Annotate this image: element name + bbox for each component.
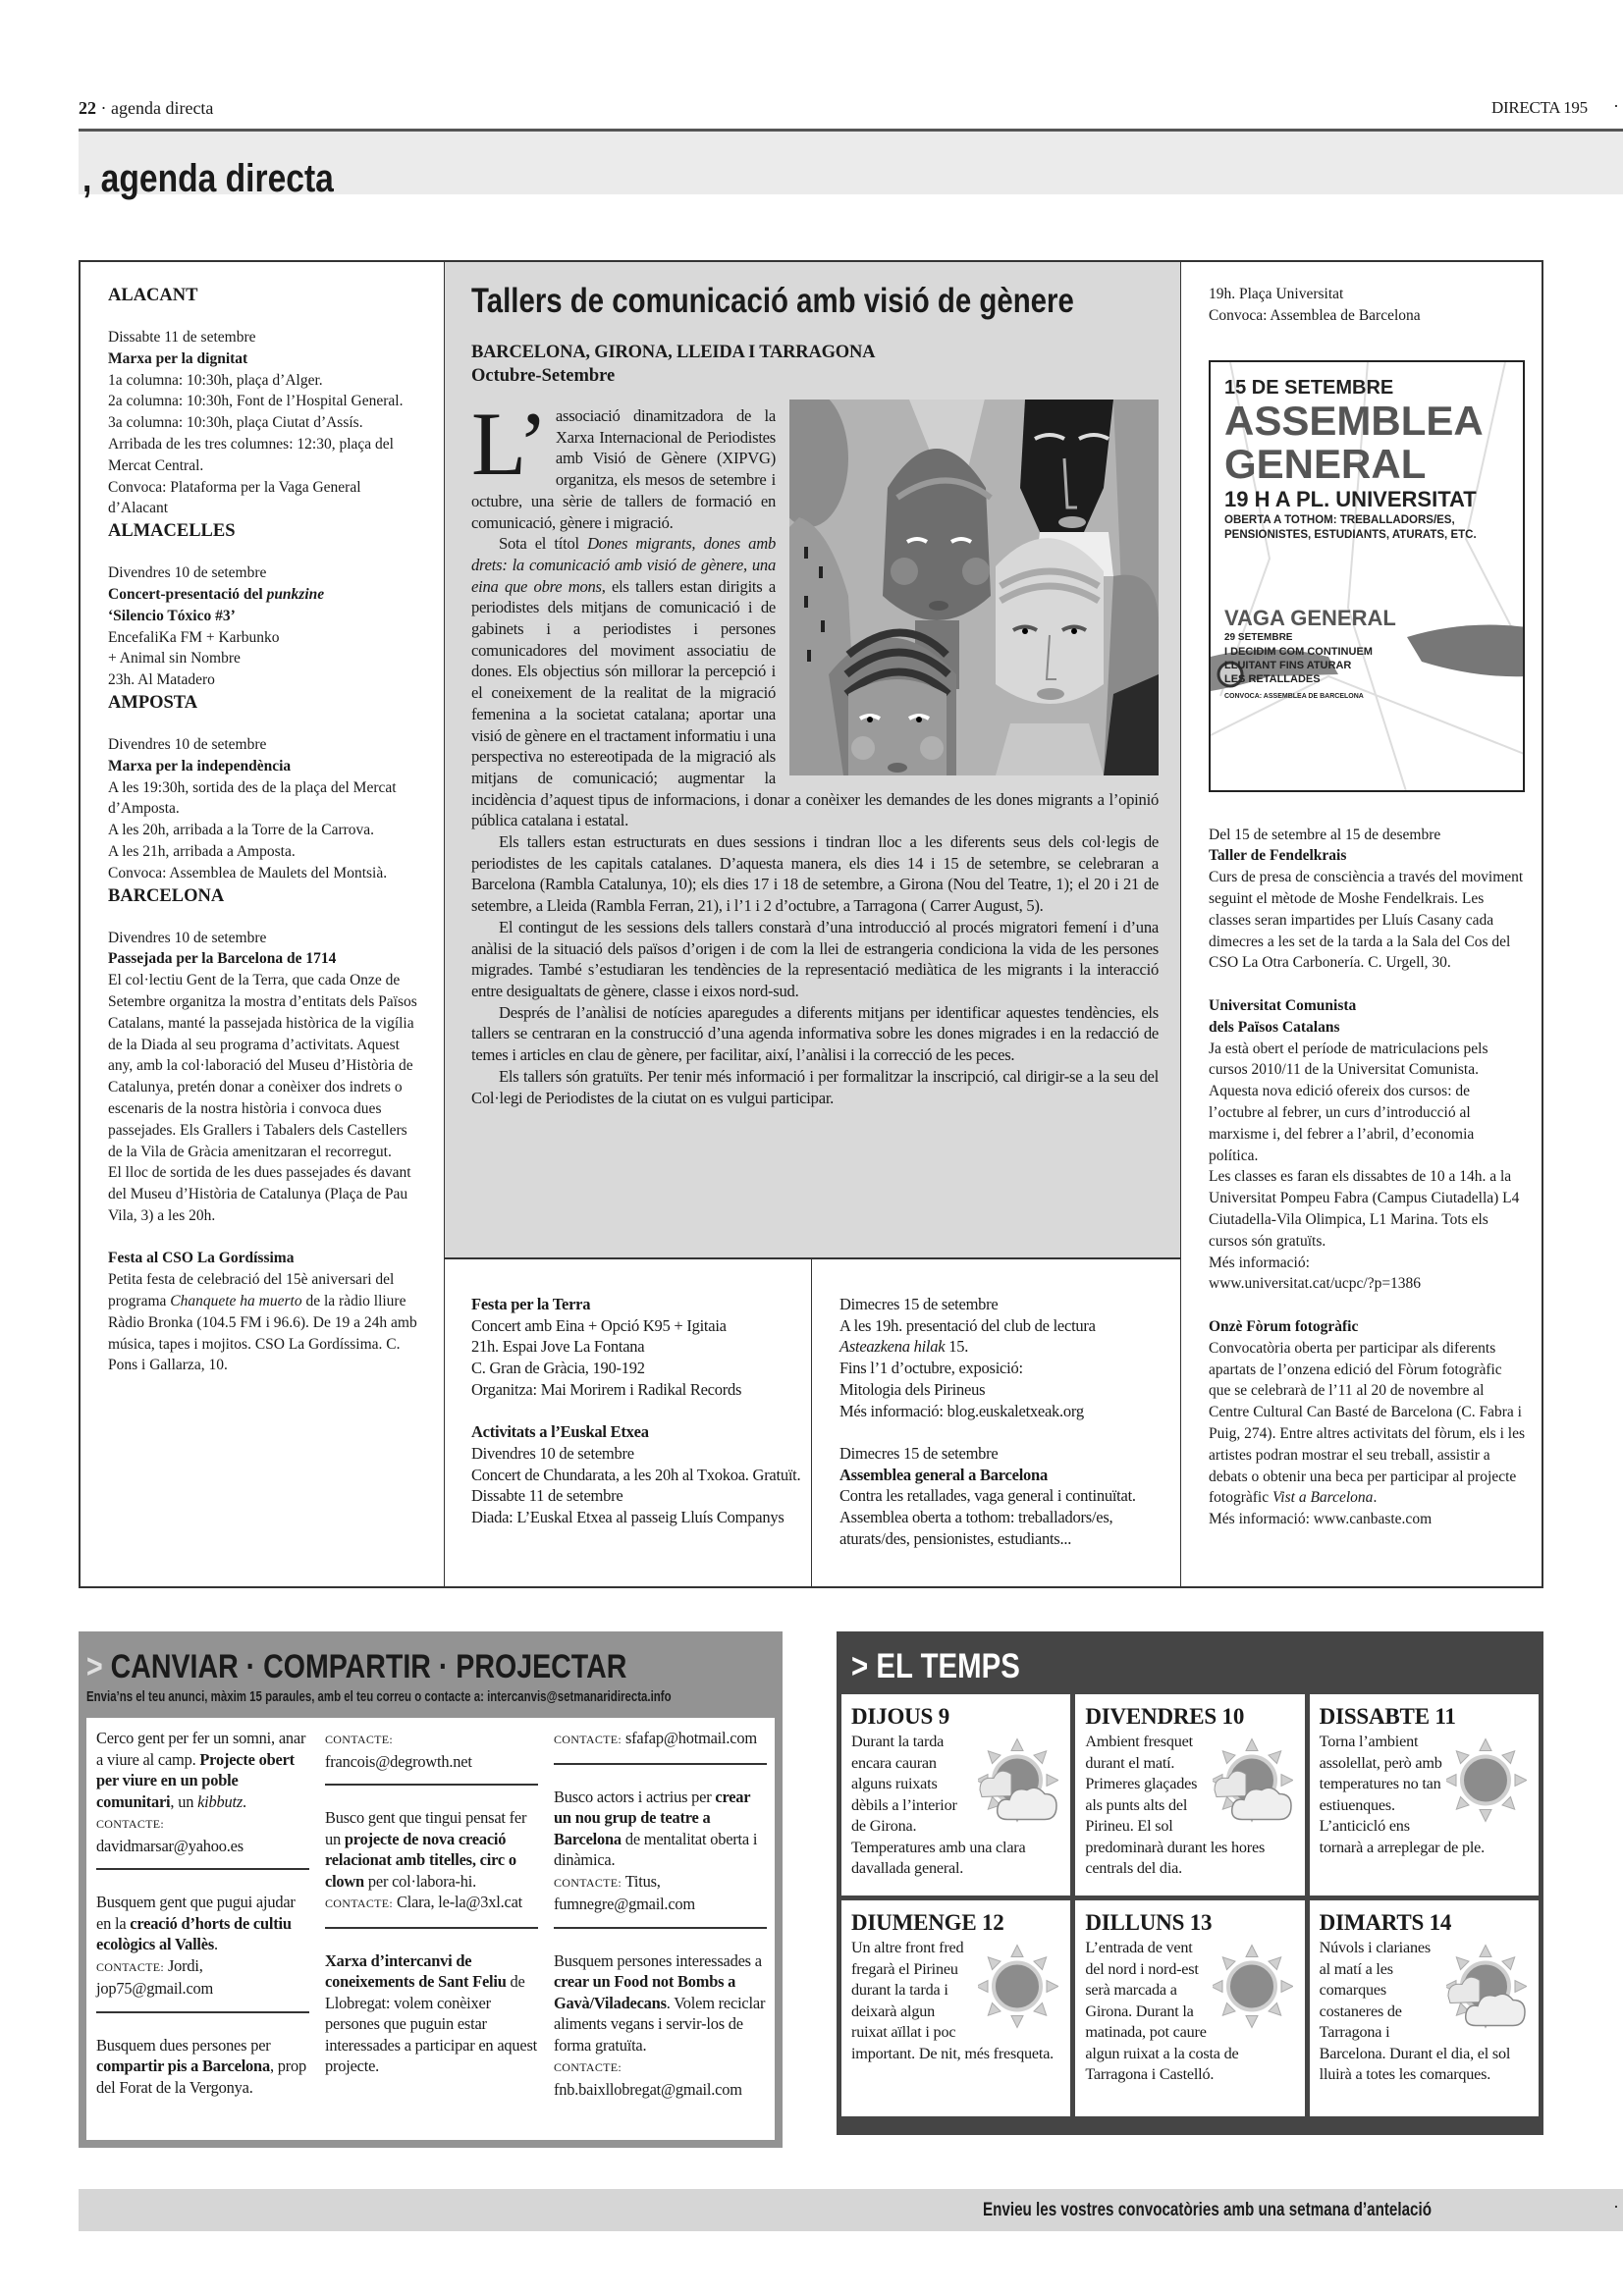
text-run: dels Països Catalans bbox=[1209, 1018, 1340, 1036]
chevron-right-icon: > bbox=[851, 1647, 869, 1686]
city-heading: BARCELONA bbox=[108, 885, 225, 906]
contact-value[interactable]: Clara, le-la@3xl.cat bbox=[396, 1893, 523, 1912]
entry-line bbox=[471, 1465, 801, 1486]
text-run: punkzine bbox=[266, 585, 325, 603]
text-run: Més informació: blog.euskaletxeak.org bbox=[839, 1401, 1084, 1420]
ad-contact bbox=[96, 1812, 309, 1856]
text-run: , un bbox=[170, 1791, 198, 1811]
section-title bbox=[82, 157, 382, 200]
entry-line bbox=[108, 777, 424, 821]
text-run: Passejada per la Barcelona de 1714 bbox=[108, 950, 337, 968]
text-run: Curs de presa de consciència a través del moviment seguint el mètode de Moshe Fendelkrais. Les classes seran impartides per Lluís Casany cada dimecres a les set de la tarda a la Sala del Cos del CSO La Otra Carbonería. C. Urgell, 30. bbox=[1209, 869, 1524, 972]
city-heading: ALACANT bbox=[108, 286, 198, 305]
agenda-frame bbox=[79, 260, 1543, 1588]
text-run: 15. bbox=[945, 1337, 969, 1357]
classified-ad bbox=[554, 1950, 767, 2112]
classified-ad bbox=[325, 1807, 538, 1929]
text-run: Assemblea general a Barcelona bbox=[839, 1465, 1048, 1484]
agenda-right-column bbox=[1180, 262, 1543, 1586]
illustration-women-faces bbox=[789, 400, 1159, 775]
text-run: Més informació: bbox=[1209, 1254, 1310, 1271]
text-run: Onzè Fòrum fotogràfic bbox=[1209, 1317, 1359, 1335]
classified-ad bbox=[96, 1892, 309, 2013]
footer-band bbox=[79, 2189, 1623, 2231]
feature-headline-text: Tallers de comunicació amb visió de gènere bbox=[471, 282, 1074, 320]
agenda-entry bbox=[1209, 1316, 1526, 1530]
text-run: Dissabte 11 de setembre bbox=[108, 329, 256, 346]
city-heading: ALMACELLES bbox=[108, 521, 236, 542]
text-run: per col·labora-hi. bbox=[363, 1871, 477, 1891]
text-run: projecte de nova creació relacionat amb titelles, circ o clown bbox=[325, 1829, 516, 1891]
text-run: , els tallers estan dirigits a periodistes dels mitjans de comunicació i de gabinets i a periodistes i persones comunicadores del moviment associatiu de dones. Els objectius són millorar la percepció i el coneixement de la realitat de la migració femenina a la societat catalana; aportar una visió de gènere en el tractament informatiu i una perspectiva no estereotipada de la migració als mitjans de comunicació; augmentar la incidència d’aquest tipus de informacions, i donar a conèixer les demandes de les dones migrants a l’opinió pública catalana i estatal. bbox=[471, 576, 1159, 830]
text-run: Concert amb Eina + Opció K95 + Igitaia bbox=[471, 1315, 727, 1335]
sunny-weather-icon bbox=[1213, 1940, 1293, 2038]
text-run: Del 15 de setembre al 15 de desembre bbox=[1209, 826, 1441, 843]
contact-label: CONTACTE: bbox=[554, 1733, 622, 1747]
text-run: El col·lectiu Gent de la Terra, que cada Onze de Setembre organitza la mostra d’entitats dels Països Catalans, manté la passejada històrica de la vigília de la Diada al seu programa d’activitats. Aquest any, amb la col·laboració del Museu d’Història de Catalunya, pretén donar a conèixer dos indrets o escenaris de la nostra història i convoca dues passejades. Els Grallers i Tabalers dels Castellers de la Vila de Gràcia amenitzaran el recorregut. bbox=[108, 972, 417, 1160]
section-name: · agenda directa bbox=[96, 98, 214, 118]
classifieds-subtitle-text: Envia’ns el teu anunci, màxim 15 paraules, amb el teu correu o contacte a: intercanvis@setmanaridirecta.info bbox=[86, 1689, 672, 1706]
weather-day-title: DIUMENGE 12 bbox=[851, 1910, 1004, 1936]
text-run: Asteazkena hilak bbox=[839, 1337, 946, 1357]
poster-open-line2: PENSIONISTES, ESTUDIANTS, ATURATS, ETC. bbox=[1224, 528, 1477, 541]
entry-line bbox=[108, 412, 424, 434]
contact-value[interactable]: Titus, fumnegre@gmail.com bbox=[554, 1871, 695, 1914]
agenda-entry bbox=[1209, 284, 1526, 327]
entry-line bbox=[108, 1162, 424, 1226]
entry-line bbox=[1209, 1039, 1526, 1167]
ad-text bbox=[96, 1728, 309, 1812]
text-run: Projecte obert per viure en un poble comunitari bbox=[96, 1749, 295, 1811]
text-run: Convocatòria oberta per participar als diferents apartats de l’onzena edició del Fòrum fotogràfic que se celebrarà de l’11 al 20 de novembre al Centre Cultural Can Basté de Barcelona (C. Fabra i Puig, 274). Entre altres activitats del fòrum, els i les artistes podran mostrar el seu treball, assistir a debats o obtenir una beca per participar al projecte fotogràfic bbox=[1209, 1339, 1525, 1507]
entry-line bbox=[1209, 845, 1526, 867]
text-run: Després de l’anàlisi de notícies aparegudes a diferents mitjans per identificar aquestes tendències, els tallers se centraran en la construcció d’una agenda informativa sobre les dones migrades i en la redacció de temes i articles en clau de gènere, per facilitar, així, l’anàlisi i la correcció de les peces. bbox=[471, 1002, 1159, 1065]
text-run: Divendres 10 de setembre bbox=[108, 735, 267, 753]
weather-day-card bbox=[1075, 1694, 1304, 1896]
feature-paragraph bbox=[471, 1002, 1159, 1066]
ad-contact bbox=[325, 1728, 538, 1772]
text-run: 19h. Plaça Universitat bbox=[1209, 286, 1344, 302]
entry-line bbox=[471, 1443, 801, 1465]
text-run: de la ràdio lliure Ràdio Bronka (104.5 FM i 96.6). De 19 a 24h amb música, tapes i mojitos. CSO La Gordíssima. C. Pons i Gallarza, 10. bbox=[108, 1293, 417, 1374]
agenda-entry bbox=[108, 928, 424, 1227]
text-run: Busco actors i actrius per bbox=[554, 1787, 716, 1806]
text-run: Ja està obert el període de matriculacions pels cursos 2010/11 de la Universitat Comunista. Aquesta nova edició ofereix dos cursos: de l’octubre al febrer, un curs d’introducció al marxisme i, del febrer a l’abril, d’economia política. bbox=[1209, 1040, 1488, 1164]
classified-ad bbox=[554, 1787, 767, 1929]
partly-cloudy-weather-icon bbox=[1446, 1940, 1527, 2038]
city-section bbox=[108, 519, 424, 691]
sunny-weather-icon bbox=[978, 1940, 1058, 2038]
weather-day-card bbox=[1310, 1900, 1539, 2116]
ad-contact bbox=[325, 1892, 538, 1915]
text-run: Els tallers són gratuïts. Per tenir més informació i per formalitzar la inscripció, cal dirigir-se a la seu del Col·legi de Periodistes de la ciutat on es vulgui participar. bbox=[471, 1066, 1159, 1107]
text-run: Divendres 10 de setembre bbox=[471, 1444, 634, 1464]
agenda-entry bbox=[108, 562, 424, 691]
text-run: ‘Silencio Tóxico #3’ bbox=[108, 607, 236, 624]
weather-day-card bbox=[841, 1900, 1070, 2116]
entry-line bbox=[108, 820, 424, 841]
weather-forecast-grid bbox=[841, 1694, 1539, 2116]
entry-line bbox=[1209, 1509, 1526, 1530]
text-run: associació dinamitzadora de la Xarxa Internacional de Periodistes amb Visió de Gènere (XIPVG) organitza, els mesos de setembre i octubre, una sèrie de tallers de formació en comunicació, gènere i migració. bbox=[471, 406, 776, 532]
agenda-entry bbox=[471, 1294, 801, 1401]
entry-line bbox=[1209, 305, 1526, 327]
text-run: de mentalitat oberta i dinàmica. bbox=[554, 1829, 758, 1870]
entry-line bbox=[839, 1358, 1170, 1379]
text-run: El lloc de sortida de les dues passejades és davant del Museu d’Història de Catalunya (Plaça de Pau Vila, 3) a les 20h. bbox=[108, 1164, 411, 1224]
agenda-left-column bbox=[81, 262, 445, 1586]
text-run: 1a columna: 10:30h, plaça d’Alger. bbox=[108, 371, 323, 389]
text-run: Divendres 10 de setembre bbox=[108, 564, 267, 582]
entry-line bbox=[108, 327, 424, 348]
contact-value[interactable]: sfafap@hotmail.com bbox=[624, 1729, 757, 1748]
entry-line bbox=[108, 756, 424, 777]
entry-line bbox=[839, 1294, 1170, 1315]
running-header bbox=[79, 98, 213, 119]
entry-line bbox=[1209, 284, 1526, 305]
poster-title-line1: ASSEMBLEA bbox=[1224, 397, 1484, 444]
entry-line bbox=[108, 1248, 424, 1269]
agenda-middle-bottom-right bbox=[812, 1259, 1180, 1586]
text-run: Xarxa d’intercanvi de coneixements de Sant Feliu bbox=[325, 1950, 507, 1992]
weather-day-card bbox=[1310, 1694, 1539, 1896]
classifieds-list bbox=[86, 1718, 775, 2140]
poster-slogan-2: LLUITANT FINS ATURAR bbox=[1224, 659, 1352, 671]
entry-line bbox=[471, 1507, 801, 1528]
page-edge-mark: · bbox=[1613, 2197, 1619, 2217]
text-run: 3a columna: 10:30h, plaça Ciutat d’Assís. bbox=[108, 414, 363, 432]
entry-line bbox=[471, 1421, 801, 1443]
chevron-right-icon: > bbox=[86, 1648, 103, 1686]
text-run: crear un Food not Bombs a Gavà/Viladecans bbox=[554, 1972, 736, 2012]
weather-forecast-text: L’entrada de vent del nord i nord-est serà marcada a Girona. Durant la matinada, pot caure algun ruixat a la costa de Tarragona i Castelló. bbox=[1085, 1939, 1239, 2084]
contact-value[interactable]: fnb.baixllobregat@gmail.com bbox=[554, 2079, 742, 2099]
agenda-middle-column bbox=[445, 262, 1180, 1586]
footer-notice bbox=[983, 2199, 1543, 2222]
entry-line bbox=[108, 348, 424, 370]
entry-line bbox=[108, 584, 424, 606]
classifieds-subtitle bbox=[86, 1688, 775, 1708]
poster-strike-date: 29 SETEMBRE bbox=[1224, 631, 1293, 643]
entry-line bbox=[108, 370, 424, 392]
text-run: A les 19:30h, sortida des de la plaça del Mercat d’Amposta. bbox=[108, 778, 397, 818]
feature-article bbox=[445, 262, 1180, 1259]
text-run: Vist a Barcelona bbox=[1271, 1489, 1374, 1507]
entry-line bbox=[108, 948, 424, 970]
weather-forecast-text: Durant la tarda encara cauran alguns ruixats dèbils a l’interior de Girona. Temperatures amb una clara davallada general. bbox=[851, 1733, 1026, 1878]
right-column-entries bbox=[1209, 825, 1526, 1530]
entry-line bbox=[1209, 1316, 1526, 1338]
contact-label: CONTACTE: bbox=[96, 1959, 165, 1974]
agenda-entry bbox=[108, 327, 424, 519]
ad-contact bbox=[554, 1728, 767, 1751]
entry-line bbox=[839, 1401, 1170, 1422]
entry-line bbox=[108, 970, 424, 1162]
entry-line bbox=[839, 1336, 1170, 1358]
text-run: www.universitat.cat/ucpc/?p=1386 bbox=[1209, 1275, 1422, 1293]
contact-value[interactable]: Jordi, jop75@gmail.com bbox=[96, 1955, 214, 1999]
entry-line bbox=[1209, 867, 1526, 974]
agenda-middle-bottom-left bbox=[445, 1259, 812, 1586]
text-run: Petita festa de celebració del 15è aniversari del programa bbox=[108, 1271, 395, 1310]
text-run: Cerco gent per fer un somni, anar a viure al camp. bbox=[96, 1729, 306, 1769]
feature-headline bbox=[471, 280, 1159, 323]
ad-text bbox=[554, 1787, 767, 1871]
text-run: Festa al CSO La Gordíssima bbox=[108, 1250, 295, 1267]
agenda-entry bbox=[471, 1421, 801, 1528]
entry-line bbox=[839, 1379, 1170, 1401]
entry-line bbox=[1209, 1017, 1526, 1039]
city-heading: AMPOSTA bbox=[108, 692, 198, 713]
entry-line bbox=[471, 1485, 801, 1507]
text-run: Sota el títol bbox=[499, 534, 588, 554]
weather-day-card bbox=[841, 1694, 1070, 1896]
classifieds-box bbox=[79, 1631, 783, 2148]
text-run: Diada: L’Euskal Etxea al passeig Lluís Companys bbox=[471, 1508, 784, 1527]
weather-forecast-text: Núvols i clarianes al matí a les comarques costaneres de Tarragona i Barcelona. Durant el dia, el sol lluirà a totes les comarques. bbox=[1319, 1939, 1511, 2084]
weather-day-title: DIVENDRES 10 bbox=[1085, 1704, 1245, 1730]
text-run: Universitat Comunista bbox=[1209, 996, 1357, 1014]
ad-text bbox=[554, 1950, 767, 2056]
entry-line bbox=[108, 627, 424, 649]
text-run: Marxa per la independència bbox=[108, 757, 292, 774]
text-run: Busquem persones interessades a bbox=[554, 1950, 762, 1970]
text-run: kibbutz bbox=[197, 1791, 243, 1811]
text-run: Arribada de les tres columnes: 12:30, plaça del Mercat Central. bbox=[108, 435, 394, 474]
text-run: 2a columna: 10:30h, Font de l’Hospital General. bbox=[108, 393, 404, 410]
text-run: crear un nou grup de teatre a Barcelona bbox=[554, 1787, 751, 1848]
section-title-text: , agenda directa bbox=[82, 157, 334, 200]
text-run: A les 19h. presentació del club de lectura bbox=[839, 1315, 1096, 1335]
text-run: Busco gent que tingui pensat fer un bbox=[325, 1808, 527, 1848]
weather-day-title: DIMARTS 14 bbox=[1319, 1910, 1452, 1936]
entry-line bbox=[108, 391, 424, 412]
entry-line bbox=[108, 669, 424, 691]
text-run: Concert-presentació del bbox=[108, 585, 267, 603]
contact-label: CONTACTE: bbox=[96, 1817, 165, 1832]
poster-open-line1: OBERTA A TOTHOM: TREBALLADORS/ES, bbox=[1224, 513, 1455, 526]
text-run: Els tallers estan estructurats en dues sessions i tindran lloc a les diferents seus dels col·legis de periodistes de les capitals catalanes. D’aquesta manera, els dies 14 i 15 de setembre, se celebraran a Barcelona (Rambla Catalunya, 10); els dies 17 i 18 de setembre, a Girona (Nou del Teatre, 1); el 20 i 21 de setembre, a Lleida (Rambla Ferran, 21), i l’1 i 2 d’octubre, a Tarragona ( Carrer August, 5). bbox=[471, 832, 1159, 916]
entry-line bbox=[471, 1294, 801, 1315]
entry-line bbox=[839, 1485, 1170, 1549]
weather-title-text: EL TEMPS bbox=[876, 1647, 1020, 1686]
text-run: Festa per la Terra bbox=[471, 1295, 591, 1313]
entry-line bbox=[471, 1358, 801, 1379]
weather-box bbox=[837, 1631, 1543, 2135]
entry-line bbox=[108, 562, 424, 584]
ad-text bbox=[325, 1950, 538, 2077]
agenda-entry bbox=[1209, 825, 1526, 975]
text-run: Marxa per la dignitat bbox=[108, 349, 248, 367]
poster-organizer: CONVOCA: ASSEMBLEA DE BARCELONA bbox=[1224, 692, 1364, 700]
weather-day-title: DISSABTE 11 bbox=[1319, 1704, 1456, 1730]
text-run: Convoca: Assemblea de Maulets del Montsià. bbox=[108, 864, 388, 881]
entry-line bbox=[108, 734, 424, 756]
text-run: Dones migrants, dones amb drets: la comunicació amb visió de gènere, una eina que obre mons bbox=[471, 534, 776, 596]
text-run: Busquem dues persones per bbox=[96, 2035, 271, 2055]
text-run: Dissabte 11 de setembre bbox=[471, 1486, 623, 1506]
text-run: EncefaliKa FM + Karbunko bbox=[108, 628, 280, 646]
weather-day-title: DIJOUS 9 bbox=[851, 1704, 950, 1730]
text-run: Convoca: Assemblea de Barcelona bbox=[1209, 306, 1421, 324]
page-body bbox=[79, 260, 1623, 2231]
text-run: . bbox=[214, 1935, 218, 1954]
partly-cloudy-weather-icon bbox=[1213, 1734, 1293, 1832]
entry-line bbox=[839, 1443, 1170, 1465]
poster-strike: VAGA GENERAL bbox=[1224, 605, 1396, 630]
ad-contact bbox=[554, 2056, 767, 2100]
poster-lettering bbox=[1224, 376, 1513, 701]
text-run: , prop del Forat de la Vergonya. bbox=[96, 2056, 307, 2097]
ad-text bbox=[325, 1807, 538, 1892]
page-number: 22 bbox=[79, 98, 96, 118]
entry-line bbox=[471, 1336, 801, 1358]
text-run: Mitologia dels Pirineus bbox=[839, 1379, 986, 1399]
entry-line bbox=[108, 606, 424, 627]
classifieds-title bbox=[86, 1645, 775, 1688]
poster-slogan-1: I DECIDIM COM CONTINUEM bbox=[1224, 645, 1373, 658]
city-section bbox=[108, 284, 424, 519]
text-run: El contingut de les sessions dels tallers constarà d’una introducció al procés migratori femení i d’una anàlisi de la situació dels països d’origen i de com la llei de estrangeria condiciona la vida de les persones migrades. També s’estudiaran les tendències de la representació mediàtica de les migrants i la interacció entre desigualtats de gènere, classe i eixos nord-sud. bbox=[471, 917, 1159, 1000]
agenda-entry bbox=[1209, 995, 1526, 1295]
city-section bbox=[108, 884, 424, 1377]
weather-forecast-text: Un altre front fred fregarà el Pirineu durant la tarda i deixarà algun ruixat aïllat i poc important. De nit, més fresqueta. bbox=[851, 1939, 1055, 2062]
entry-line bbox=[1209, 825, 1526, 846]
text-run: Chanquete ha muerto bbox=[170, 1293, 302, 1310]
agenda-middle-bottom bbox=[445, 1259, 1180, 1586]
text-run: Divendres 10 de setembre bbox=[108, 929, 267, 946]
weather-day-title: DILLUNS 13 bbox=[1085, 1910, 1213, 1936]
weather-day-card bbox=[1075, 1900, 1304, 2116]
text-run: 23h. Al Matadero bbox=[108, 671, 215, 689]
text-run: C. Gran de Gràcia, 190-192 bbox=[471, 1359, 645, 1378]
feature-dates: Octubre-Setembre bbox=[471, 366, 616, 386]
text-run: creació d’horts de cultiu ecològics al Vallès bbox=[96, 1913, 292, 1954]
text-run: Busquem gent que pugui ajudar en la bbox=[96, 1893, 296, 1933]
poster-title-line2: GENERAL bbox=[1224, 440, 1427, 487]
text-run: Activitats a l’Euskal Etxea bbox=[471, 1422, 649, 1442]
ad-text bbox=[96, 2035, 309, 2099]
text-run: 21h. Espai Jove La Fontana bbox=[471, 1337, 645, 1357]
classified-ad bbox=[96, 1728, 309, 1870]
agenda-entry bbox=[108, 1248, 424, 1376]
poster-slogan-3: LES RETALLADES bbox=[1224, 672, 1321, 685]
feature-paragraph bbox=[471, 917, 1159, 1002]
assemblea-poster-image bbox=[1209, 360, 1525, 792]
entry-line bbox=[1209, 995, 1526, 1017]
contact-label: CONTACTE: bbox=[554, 2060, 622, 2075]
drop-cap: L’ bbox=[471, 394, 548, 494]
agenda-entry bbox=[108, 734, 424, 884]
text-run: . bbox=[1373, 1489, 1378, 1507]
entry-line bbox=[108, 1269, 424, 1376]
entry-line bbox=[1209, 1253, 1526, 1274]
contact-value[interactable]: davidmarsar@yahoo.es bbox=[96, 1836, 243, 1855]
right-column-top bbox=[1209, 284, 1526, 327]
entry-line bbox=[1209, 1166, 1526, 1252]
entry-line bbox=[108, 863, 424, 884]
contact-value[interactable]: francois@degrowth.net bbox=[325, 1751, 472, 1771]
contact-label: CONTACTE: bbox=[325, 1733, 394, 1747]
text-run: Convoca: Plataforma per la Vaga General d’Alacant bbox=[108, 478, 361, 517]
sunny-weather-icon bbox=[1446, 1734, 1527, 1832]
feature-body bbox=[471, 394, 1159, 1108]
footer-notice-text: Envieu les vostres convocatòries amb una setmana d’antelació bbox=[983, 2200, 1433, 2221]
text-run: Dimecres 15 de setembre bbox=[839, 1444, 999, 1464]
text-run: Organitza: Mai Morirem i Radikal Records bbox=[471, 1379, 742, 1399]
weather-title bbox=[841, 1631, 1539, 1694]
entry-line bbox=[471, 1379, 801, 1401]
entry-line bbox=[108, 841, 424, 863]
text-run: Dimecres 15 de setembre bbox=[839, 1295, 999, 1313]
text-run: compartir pis a Barcelona bbox=[96, 2056, 270, 2076]
bottom-boxes bbox=[79, 1631, 1543, 2148]
agenda-entry bbox=[839, 1294, 1170, 1421]
text-run: de Llobregat: volem conèixer persones que puguin estar interessades a participar en aquest projecte. bbox=[325, 1972, 537, 2076]
weather-forecast-text: Ambient fresquet durant el matí. Primeres glaçades als punts alts del Pirineu. El sol predominarà durant les hores centrals del dia. bbox=[1085, 1733, 1266, 1878]
ad-contact bbox=[96, 1955, 309, 2000]
ad-text bbox=[96, 1892, 309, 1955]
text-run: A les 21h, arribada a Amposta. bbox=[108, 842, 296, 860]
text-run: + Animal sin Nombre bbox=[108, 650, 241, 667]
text-run: . bbox=[243, 1791, 246, 1811]
entry-line bbox=[108, 928, 424, 949]
text-run: Concert de Chundarata, a les 20h al Txokoa. Gratuït. bbox=[471, 1465, 801, 1484]
entry-line bbox=[108, 648, 424, 669]
partly-cloudy-weather-icon bbox=[978, 1734, 1058, 1832]
feature-locations: BARCELONA, GIRONA, LLEIDA I TARRAGONA bbox=[471, 343, 876, 362]
agenda-entry bbox=[839, 1443, 1170, 1550]
poster-date: 15 DE SETEMBRE bbox=[1224, 376, 1394, 399]
text-run: Més informació: www.canbaste.com bbox=[1209, 1511, 1433, 1528]
weather-forecast-text: Torna l’ambient assolellat, però amb temperatures no tan estiuenques. L’anticicló ens tornarà a arreplegar de ple. bbox=[1319, 1733, 1485, 1856]
entry-line bbox=[1209, 1338, 1526, 1509]
entry-line bbox=[471, 1315, 801, 1337]
entry-line bbox=[108, 477, 424, 520]
text-run: . Volem reciclar aliments vegans i servir-los de forma gratuïta. bbox=[554, 1993, 766, 2055]
text-run: Fins l’1 d’octubre, exposició: bbox=[839, 1359, 1023, 1378]
contact-label: CONTACTE: bbox=[325, 1896, 394, 1911]
contact-label: CONTACTE: bbox=[554, 1875, 622, 1890]
poster-place: 19 H A PL. UNIVERSITAT bbox=[1224, 486, 1477, 511]
entry-line bbox=[108, 434, 424, 477]
feature-paragraph bbox=[471, 831, 1159, 917]
entry-line bbox=[839, 1315, 1170, 1337]
ad-contact bbox=[554, 1871, 767, 1915]
city-section bbox=[108, 691, 424, 884]
issue-number: DIRECTA 195 bbox=[1491, 98, 1588, 117]
text-run: Taller de Fendelkrais bbox=[1209, 847, 1347, 865]
text-run: Contra les retallades, vaga general i continuïtat. Assemblea oberta a tothom: treballadors/es, aturats/des, pensionistes, estudiants... bbox=[839, 1486, 1136, 1548]
text-run: Les classes es faran els dissabtes de 10 a 14h. a la Universitat Pompeu Fabra (Campus Ciutadella) L4 Ciutadella-Vila Olimpica, L1 Marina. Tots els cursos són gratuïts. bbox=[1209, 1168, 1520, 1250]
feature-paragraph bbox=[471, 1066, 1159, 1108]
classifieds-title-text: CANVIAR · COMPARTIR · PROJECTAR bbox=[110, 1648, 627, 1686]
text-run: A les 20h, arribada a la Torre de la Carrova. bbox=[108, 822, 375, 839]
page-edge-mark: · bbox=[1613, 96, 1619, 116]
entry-line bbox=[839, 1465, 1170, 1486]
entry-line bbox=[1209, 1273, 1526, 1295]
